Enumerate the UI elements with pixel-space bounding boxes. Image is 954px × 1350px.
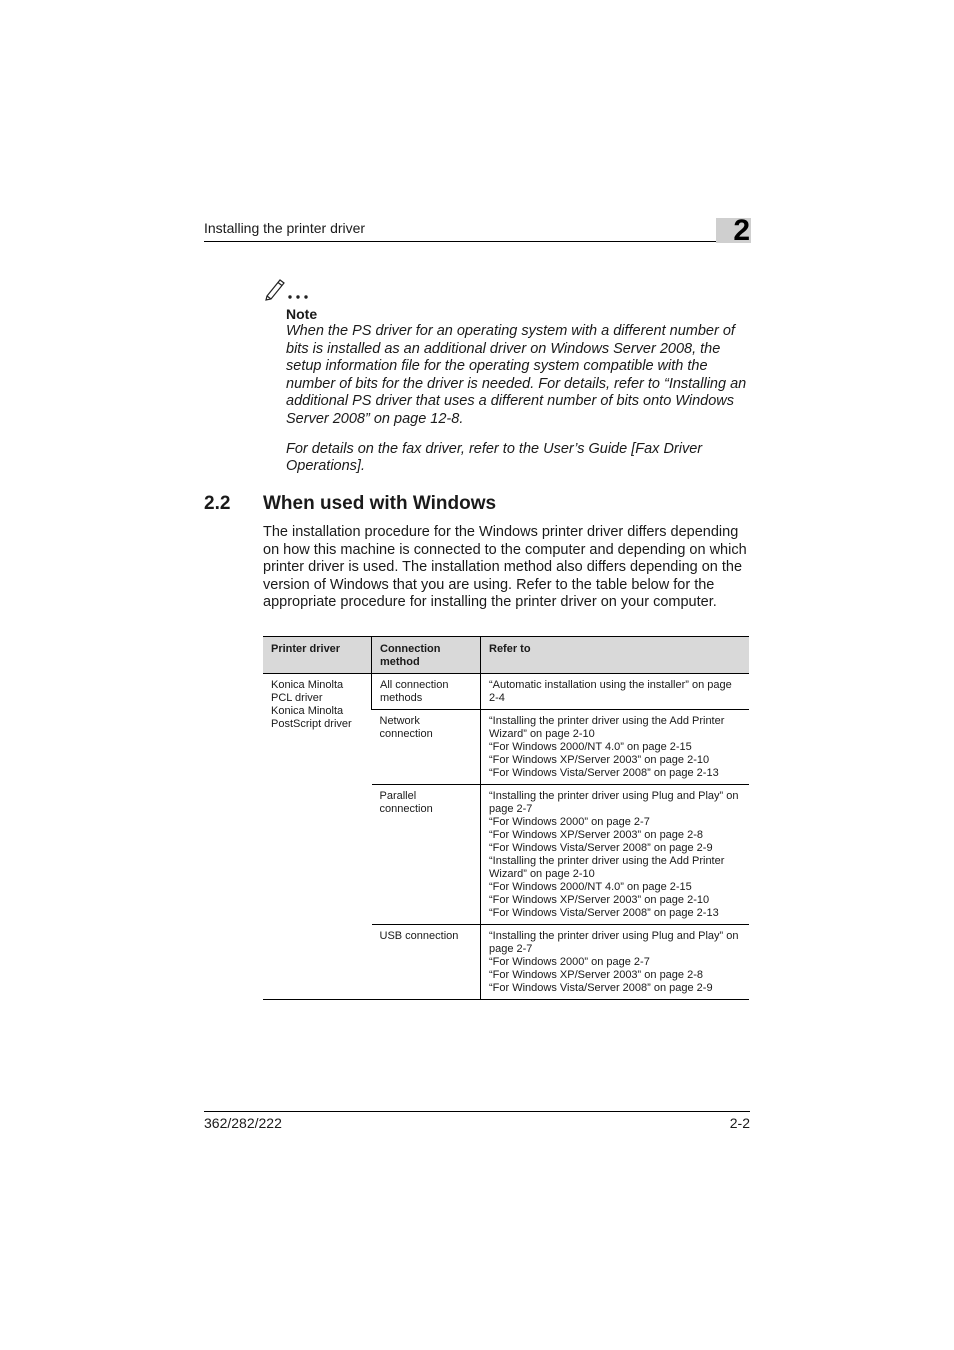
reference-link: “Installing the printer driver using Plug and Play” on page 2-7 [489,790,739,815]
reference-link: “For Windows 2000” on page 2-7 [489,816,650,828]
table-header-row [263,637,749,674]
driver-line: PCL driver [271,692,323,704]
connection-cell: USB connection [372,925,481,1000]
header-rule [204,241,716,242]
reference-link: “Installing the printer driver using Plug and Play” on page 2-7 [489,930,739,955]
column-header: Printer driver [263,637,372,674]
refer-cell [481,785,750,925]
driver-cell [263,674,372,1000]
reference-link: “For Windows Vista/Server 2008” on page 2-13 [489,767,719,779]
chapter-tab [716,214,751,247]
driver-table [263,636,749,1000]
driver-line: Konica Minolta [271,705,344,717]
refer-cell [481,674,750,710]
reference-link: “For Windows 2000” on page 2-7 [489,956,650,968]
reference-link: “For Windows Vista/Server 2008” on page 2-13 [489,907,719,919]
running-header: Installing the printer driver [204,220,366,236]
section-body: The installation procedure for the Windows printer driver differs depending on how this machine is connected to the computer and depending on which printer driver is used. The installation method also differs depending on the version of Windows that you are using. Refer to the table below for the appropriate procedure for installing the printer driver on your computer. [263,524,747,610]
note-title: Note [286,306,318,322]
table-body [263,674,749,1000]
reference-link: “For Windows XP/Server 2003” on page 2-10 [489,894,710,906]
note-body [286,323,756,476]
connection-cell: Parallel connection [372,785,481,925]
page-number: 2-2 [729,1115,750,1131]
reference-link: “For Windows 2000/NT 4.0” on page 2-15 [489,881,692,893]
reference-link: “Installing the printer driver using the Add Printer Wizard” on page 2-10 [489,715,725,740]
column-header: Refer to [481,637,750,674]
footer-model: 362/282/222 [204,1115,282,1131]
connection-cell: All connection methods [372,674,481,710]
section-number: 2.2 [204,493,231,514]
reference-link: “Installing the printer driver using the Add Printer Wizard” on page 2-10 [489,855,725,880]
note-paragraph: For details on the fax driver, refer to the User’s Guide [Fax Driver Operations]. [286,440,703,475]
refer-cell [481,925,750,1000]
chapter-number: 2 [733,214,750,247]
column-header: Connection method [372,637,481,674]
reference-link: “For Windows XP/Server 2003” on page 2-10 [489,754,710,766]
reference-link: “For Windows XP/Server 2003” on page 2-8 [489,969,703,981]
connection-cell: Network connection [372,710,481,785]
section-title: When used with Windows [263,493,497,514]
reference-link: “For Windows XP/Server 2003” on page 2-8 [489,829,703,841]
driver-line: PostScript driver [271,718,352,730]
driver-line: Konica Minolta [271,679,344,691]
table-row [263,674,749,710]
pencil-note-icon [264,276,312,302]
reference-link: “For Windows Vista/Server 2008” on page 2-9 [489,982,713,994]
note-paragraph: When the PS driver for an operating system with a different number of bits is installed as an additional driver on Windows Server 2008, the setup information file for the operating system compatible with the number of bits for the driver is needed. For details, refer to “Installing an additional PS driver that uses a different number of bits onto Windows Server 2008” on page 12-8. [286,323,747,427]
reference-link: “For Windows Vista/Server 2008” on page 2-9 [489,842,713,854]
reference-link: “Automatic installation using the installer” on page 2-4 [489,679,732,704]
footer-rule [204,1111,750,1112]
reference-link: “For Windows 2000/NT 4.0” on page 2-15 [489,741,692,753]
refer-cell [481,710,750,785]
